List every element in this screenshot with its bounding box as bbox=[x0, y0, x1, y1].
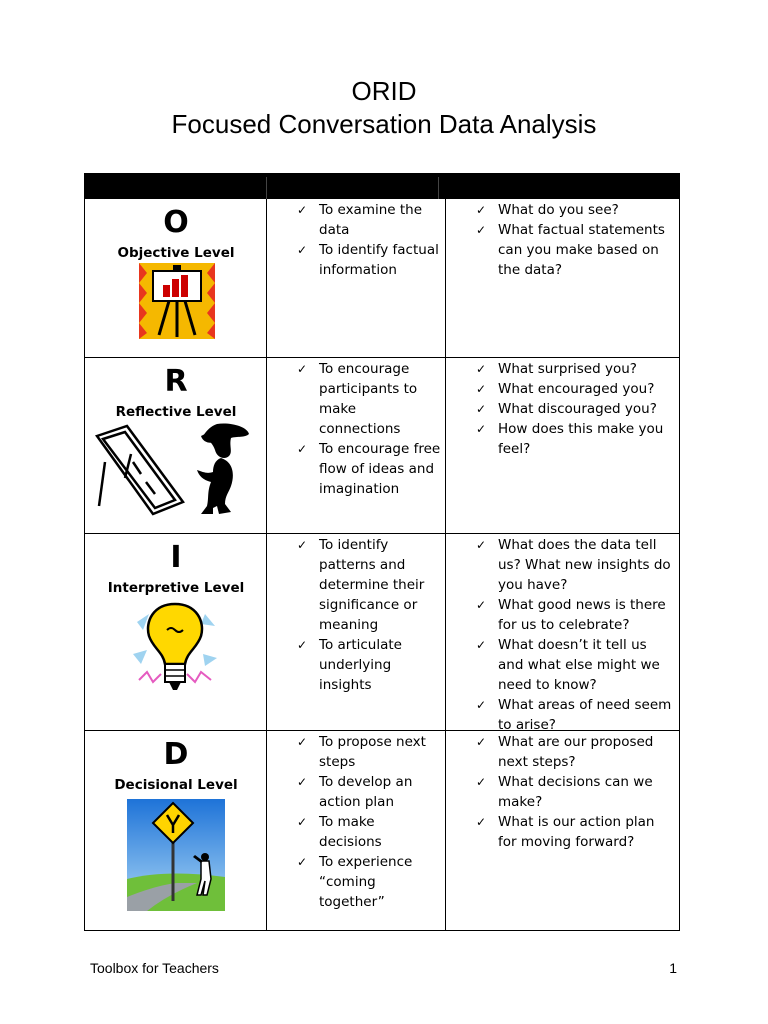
list-item: ✓ To make decisions bbox=[297, 814, 382, 850]
purpose-cell bbox=[267, 731, 446, 930]
table-header-bar bbox=[84, 173, 680, 199]
chart-easel-icon bbox=[139, 263, 215, 339]
lightbulb-icon bbox=[131, 600, 219, 698]
level-cell bbox=[85, 534, 267, 730]
table-row-objective bbox=[84, 199, 680, 358]
level-name: Decisional Level bbox=[114, 777, 238, 793]
list-item: ✓ What doesn’t it tell us and what else might we need to know? bbox=[476, 637, 660, 693]
table-row-decisional bbox=[84, 731, 680, 931]
level-name: Objective Level bbox=[117, 245, 235, 261]
questions-cell bbox=[446, 199, 679, 357]
list-item: ✓ What are our proposed next steps? bbox=[476, 734, 654, 770]
list-item: ✓ To encourage free flow of ideas and imagination bbox=[297, 441, 441, 497]
list-item: ✓ To identify patterns and determine their significance or meaning bbox=[297, 537, 425, 633]
mirror-figure-icon bbox=[91, 422, 261, 518]
list-item: ✓ To encourage participants to make connections bbox=[297, 361, 418, 437]
level-name: Reflective Level bbox=[115, 404, 237, 420]
list-item: ✓ What decisions can we make? bbox=[476, 774, 653, 810]
level-cell bbox=[85, 731, 267, 930]
table-row-reflective bbox=[84, 358, 680, 534]
level-name: Interpretive Level bbox=[107, 580, 245, 596]
list-item: ✓ How does this make you feel? bbox=[476, 421, 664, 457]
level-letter: I bbox=[170, 540, 182, 575]
list-item: ✓ To experience “coming together” bbox=[297, 854, 413, 910]
list-item: ✓ What good news is there for us to celebrate? bbox=[476, 597, 666, 633]
purpose-cell bbox=[267, 358, 446, 533]
road-sign-icon bbox=[127, 799, 225, 911]
list-item: ✓ What areas of need seem to arise? bbox=[476, 697, 672, 733]
level-letter: R bbox=[164, 364, 188, 399]
list-item: ✓ To identify factual information bbox=[297, 242, 439, 278]
purpose-cell bbox=[267, 199, 446, 357]
list-item: ✓ To examine the data bbox=[297, 202, 423, 238]
footer-text: Toolbox for Teachers bbox=[90, 960, 219, 976]
list-item: ✓ To propose next steps bbox=[297, 734, 426, 770]
questions-cell bbox=[446, 358, 679, 533]
list-item: ✓ What encouraged you? bbox=[476, 381, 655, 397]
list-item: ✓ What does the data tell us? What new insights do you have? bbox=[476, 537, 671, 593]
table-row-interpretive bbox=[84, 534, 680, 731]
list-item: ✓ To develop an action plan bbox=[297, 774, 413, 810]
list-item: ✓ What do you see? bbox=[476, 202, 619, 218]
list-item: ✓ What is our action plan for moving forward? bbox=[476, 814, 655, 850]
level-letter: O bbox=[163, 205, 189, 240]
questions-cell bbox=[446, 731, 679, 930]
purpose-cell bbox=[267, 534, 446, 730]
level-cell bbox=[85, 358, 267, 533]
list-item: ✓ What surprised you? bbox=[476, 361, 637, 377]
page-subtitle: Focused Conversation Data Analysis bbox=[171, 109, 597, 139]
list-item: ✓ To articulate underlying insights bbox=[297, 637, 402, 693]
list-item: ✓ What factual statements can you make based on the data? bbox=[476, 222, 665, 278]
page-number: 1 bbox=[669, 960, 677, 976]
questions-cell bbox=[446, 534, 679, 733]
page-title: ORID bbox=[351, 76, 417, 106]
level-cell bbox=[85, 199, 267, 357]
level-letter: D bbox=[163, 737, 189, 772]
list-item: ✓ What discouraged you? bbox=[476, 401, 657, 417]
